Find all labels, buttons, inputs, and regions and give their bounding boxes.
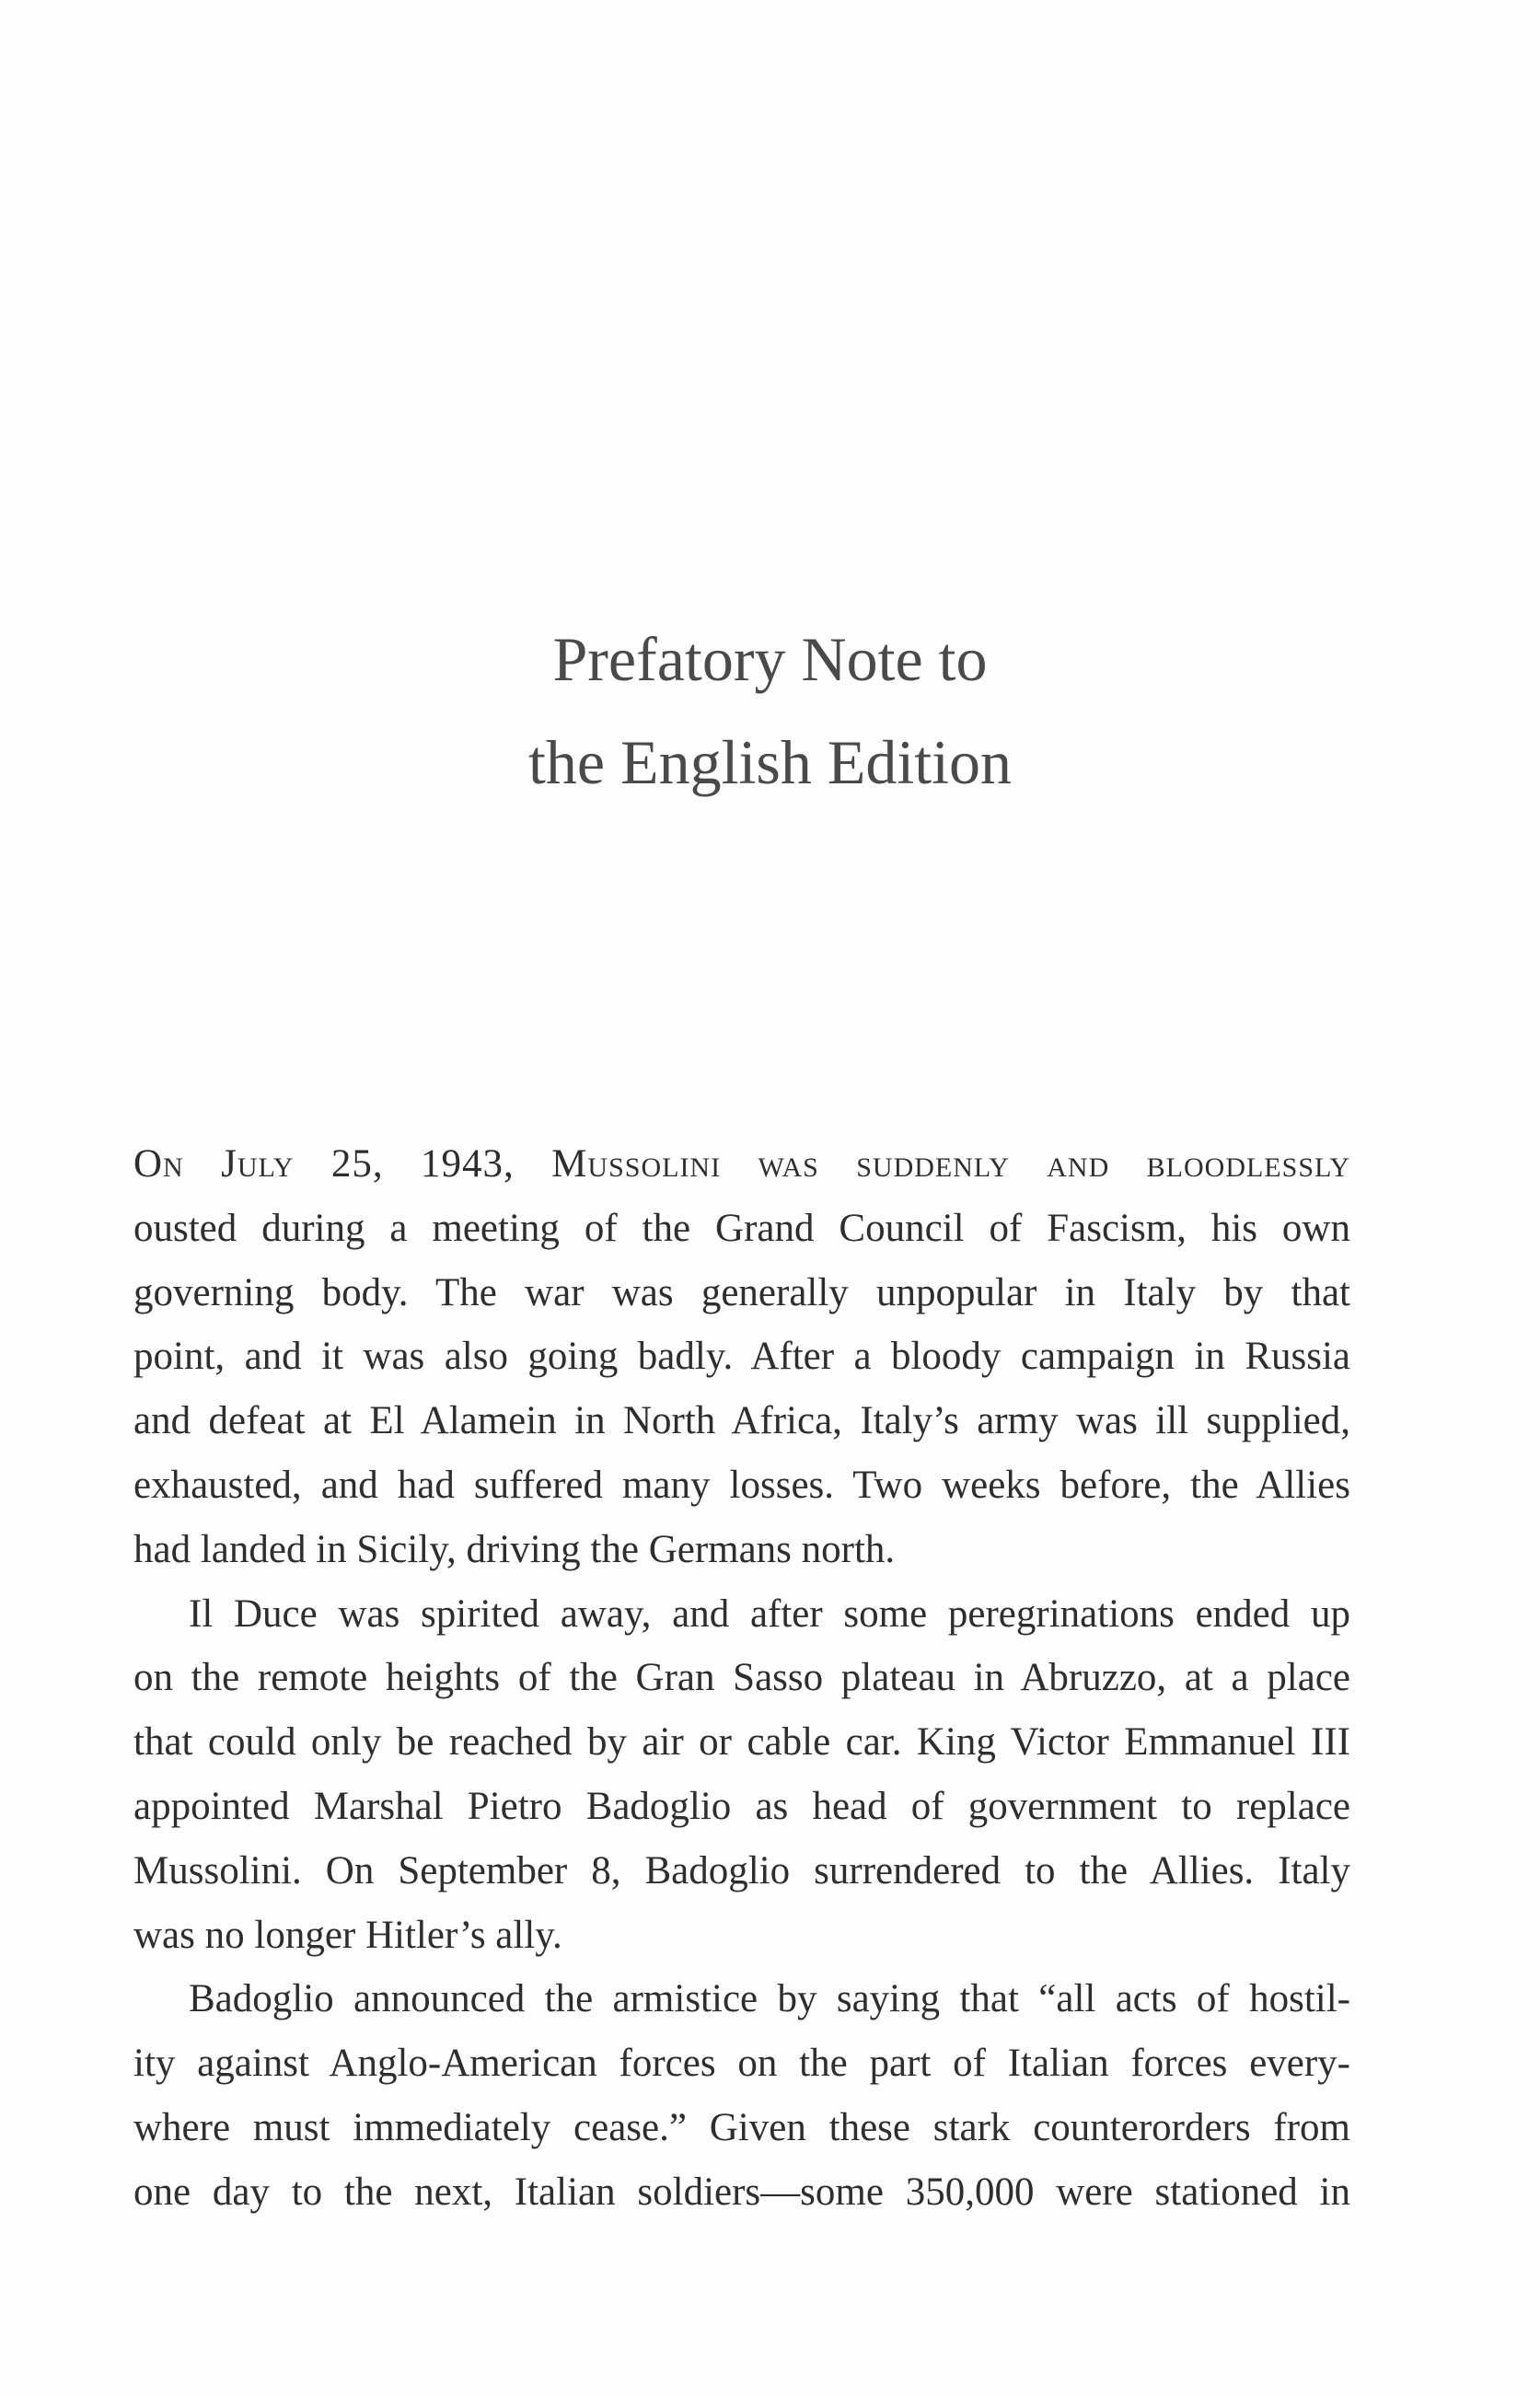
text-line: one day to the next, Italian soldiers—some 350,000 were stationed in [133, 2170, 1350, 2214]
text-line: ity against Anglo-American forces on the part of Italian forces every- [133, 2042, 1350, 2086]
text-line: Il Duce was spirited away, and after some peregrinations ended up [189, 1592, 1350, 1636]
paragraph-2 [133, 1582, 1350, 1968]
text-line: exhausted, and had suffered many losses. Two weeks before, the Allies [133, 1463, 1350, 1507]
chapter-title-line-1: Prefatory Note to [552, 624, 988, 694]
text-line: Badoglio announced the armistice by saying that “all acts of hostil- [189, 1977, 1350, 2021]
text-line: and defeat at El Alamein in North Africa, Italy’s army was ill supplied, [133, 1399, 1350, 1443]
text-line: ousted during a meeting of the Grand Council of Fascism, his own [133, 1206, 1350, 1250]
chapter-title [0, 608, 1540, 814]
text-line: on the remote heights of the Gran Sasso plateau in Abruzzo, at a place [133, 1656, 1350, 1700]
paragraph-1 [133, 1132, 1350, 1582]
text-line: where must immediately cease.” Given these stark counterorders from [133, 2105, 1350, 2149]
text-line: governing body. The war was generally unpopular in Italy by that [133, 1270, 1350, 1314]
text-line: appointed Marshal Pietro Badoglio as head of government to replace [133, 1784, 1350, 1828]
text-line: Mussolini. On September 8, Badoglio surrendered to the Allies. Italy [133, 1848, 1350, 1892]
opening-line: On July 25, 1943, Mussolini was suddenly and bloodlessly [133, 1142, 1350, 1186]
text-line: that could only be reached by air or cable car. King Victor Emmanuel III [133, 1720, 1350, 1765]
text-line: was no longer Hitler’s ally. [133, 1913, 562, 1957]
text-line: had landed in Sicily, driving the Germans north. [133, 1527, 896, 1571]
body-text [133, 1132, 1350, 2225]
paragraph-3 [133, 1967, 1350, 2224]
chapter-title-line-2: the English Edition [527, 727, 1013, 797]
text-line: point, and it was also going badly. After a bloody campaign in Russia [133, 1335, 1350, 1379]
